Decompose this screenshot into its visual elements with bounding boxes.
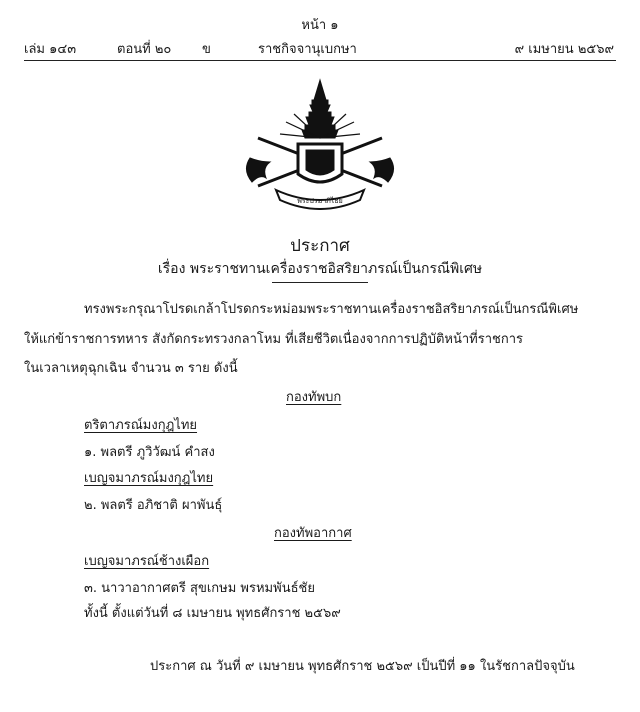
unit-heading-air-force: กองทัพอากาศ <box>274 526 352 541</box>
recipient-entry: ๒. พลตรี อภิชาติ ผาพันธุ์ <box>84 498 223 513</box>
announcement-title: ประกาศ <box>290 236 350 256</box>
decoration-name: ตริตาภรณ์มงกุฎไทย <box>84 418 198 433</box>
unit-heading-army: กองทัพบก <box>286 390 342 405</box>
title-rule <box>272 282 368 283</box>
recipient-entry: ๓. นาวาอากาศตรี สุขเกษม พรหมพันธ์ชัย <box>84 581 315 596</box>
announcement-subject: เรื่อง พระราชทานเครื่องราชอิสริยาภรณ์เป็นกรณีพิเศษ <box>157 261 483 277</box>
closing-line: ประกาศ ณ วันที่ ๙ เมษายน พุทธศักราช ๒๕๖๙ เป็นปีที่ ๑๑ ในรัชกาลปัจจุบัน <box>150 659 575 674</box>
recipient-entry: ๑. พลตรี ภูวิวัฒน์ คำสง <box>84 445 215 460</box>
section-label: ข <box>202 42 211 57</box>
volume-label: เล่ม ๑๔๓ <box>24 42 77 57</box>
body-line-1: ทรงพระกรุณาโปรดเกล้าโปรดกระหม่อมพระราชทานเครื่องราชอิสริยาภรณ์เป็นกรณีพิเศษ <box>84 302 579 317</box>
body-line-3: ในเวลาเหตุฉุกเฉิน จำนวน ๓ ราย ดังนี้ <box>24 361 238 376</box>
decoration-name: เบญจมาภรณ์ช้างเผือก <box>84 554 210 569</box>
header-rule <box>24 60 616 61</box>
page-number: หน้า ๑ <box>301 18 339 33</box>
publication-name: ราชกิจจานุเบกษา <box>258 42 357 57</box>
part-label: ตอนที่ ๒๐ <box>117 42 172 57</box>
royal-garuda-emblem-icon <box>236 78 404 210</box>
body-line-2: ให้แก่ข้าราชการทหาร สังกัดกระทรวงกลาโหม ที่เสียชีวิตเนื่องจากการปฏิบัติหน้าที่ราชการ <box>24 332 524 347</box>
decoration-name: เบญจมาภรณ์มงกุฎไทย <box>84 471 214 486</box>
emblem-motto: พระปรมาภิไธย <box>297 197 343 205</box>
gazette-date: ๙ เมษายน ๒๕๖๙ <box>514 42 614 57</box>
effective-date-line: ทั้งนี้ ตั้งแต่วันที่ ๘ เมษายน พุทธศักราช ๒๕๖๙ <box>84 606 341 621</box>
